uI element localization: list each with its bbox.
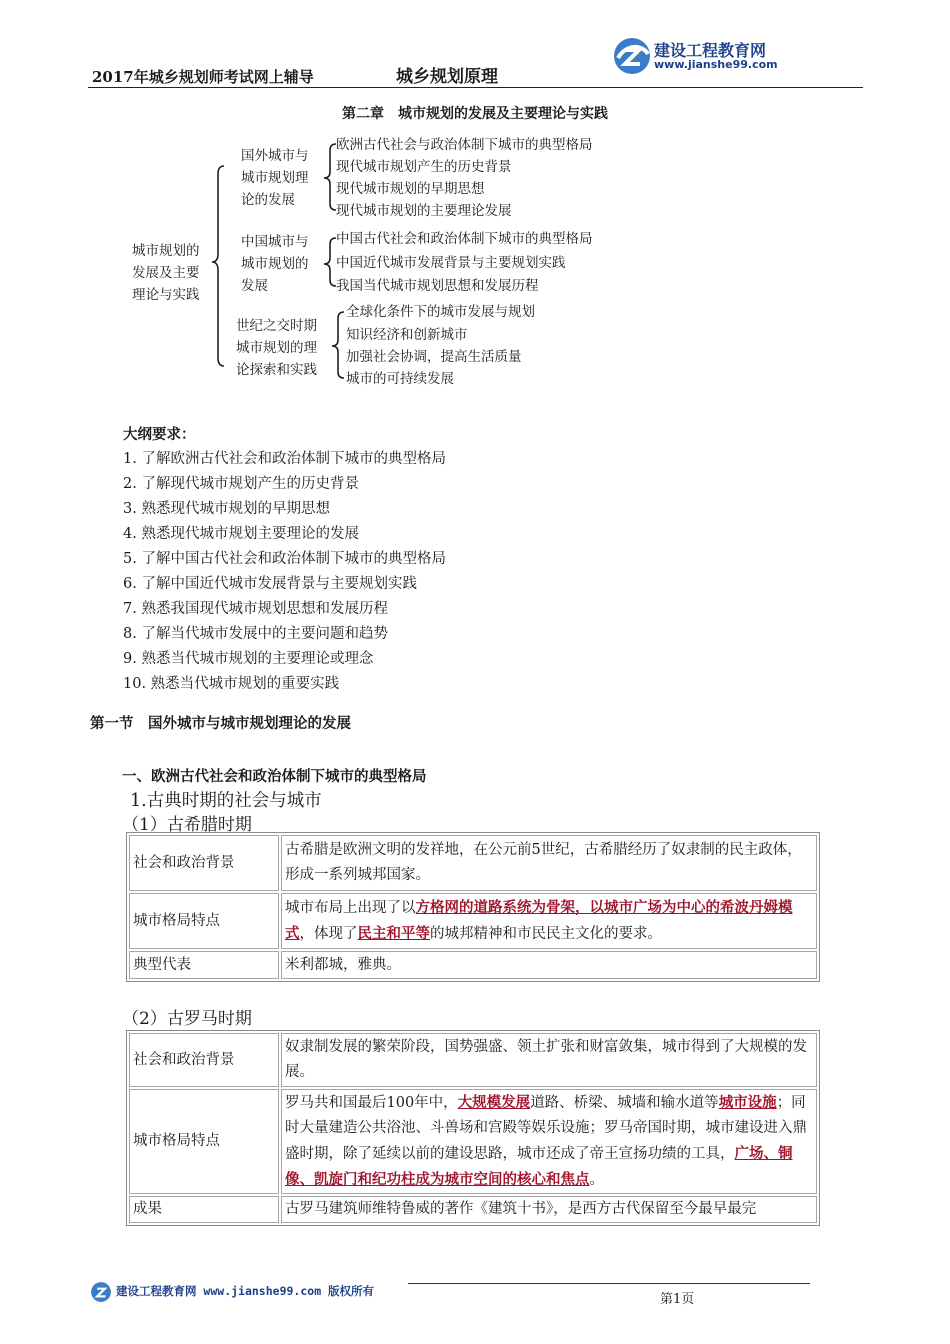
mindmap-branch-title: 发展 xyxy=(241,278,268,294)
mindmap-branch-title: 城市规划理 xyxy=(241,170,309,186)
page-number: 第1页 xyxy=(660,1292,695,1307)
outline-item: 1. 了解欧洲古代社会和政治体制下城市的典型格局 xyxy=(123,451,446,467)
mindmap-branch-title: 论的发展 xyxy=(241,192,295,208)
subject-title: 城乡规划原理 xyxy=(396,67,498,87)
outline-item: 3. 熟悉现代城市规划的早期思想 xyxy=(123,501,330,517)
rome-heading: （2）古罗马时期 xyxy=(122,1009,252,1029)
mindmap-item: 知识经济和创新城市 xyxy=(346,327,468,343)
outline-item: 10. 熟悉当代城市规划的重要实践 xyxy=(123,676,340,692)
table-key-cell: 典型代表 xyxy=(129,951,279,979)
table-key-cell: 社会和政治背景 xyxy=(129,1033,279,1087)
highlight-text: 大规模发展 xyxy=(457,1094,531,1111)
outline-item: 5. 了解中国古代社会和政治体制下城市的典型格局 xyxy=(123,551,446,567)
table-row xyxy=(129,893,817,949)
footer-copyright[interactable]: 建设工程教育网 www.jianshe99.com 版权所有 xyxy=(116,1284,375,1298)
table-row xyxy=(129,835,817,891)
logo-icon xyxy=(612,36,652,76)
section-title: 第一节 国外城市与城市规划理论的发展 xyxy=(90,715,351,732)
outline-item: 7. 熟悉我国现代城市规划思想和发展历程 xyxy=(123,601,388,617)
mindmap-branch-title: 国外城市与 xyxy=(241,148,309,164)
text-run: ，体现了 xyxy=(299,926,358,942)
mindmap-branch-title: 论探索和实践 xyxy=(236,362,317,378)
chapter-mindmap xyxy=(118,128,638,396)
course-title: 2017年城乡规划师考试网上辅导 xyxy=(92,68,314,86)
table-value-cell: 古希腊是欧洲文明的发祥地，在公元前5世纪，古希腊经历了奴隶制的民主政体，形成一系列城邦国家。 xyxy=(281,835,817,891)
mindmap-item: 城市的可持续发展 xyxy=(346,371,454,387)
table-value-cell: 米利都城，雅典。 xyxy=(281,951,817,979)
table-key-cell: 城市格局特点 xyxy=(129,1089,279,1194)
outline-item: 9. 熟悉当代城市规划的主要理论或理念 xyxy=(123,651,374,667)
mindmap-item: 我国当代城市规划思想和发展历程 xyxy=(336,278,539,294)
subsection-heading-2: 1.古典时期的社会与城市 xyxy=(130,791,322,811)
outline-item: 2. 了解现代城市规划产生的历史背景 xyxy=(123,476,359,492)
highlight-text: 城市设施 xyxy=(718,1094,777,1111)
table-value-cell: 奴隶制发展的繁荣阶段，国势强盛、领土扩张和财富敛集，城市得到了大规模的发展。 xyxy=(281,1033,817,1087)
footer-logo-icon xyxy=(90,1281,112,1303)
outline-title: 大纲要求： xyxy=(123,426,196,443)
mindmap-item: 现代城市规划的早期思想 xyxy=(336,181,485,197)
table-key-cell: 社会和政治背景 xyxy=(129,835,279,891)
table-value-cell xyxy=(281,893,817,949)
text-run: ；同时大量建造公共浴池、斗兽场和宫殿等娱乐设施；罗马帝国时期，城市建设进入鼎盛时期，除了延续以前的建设思路，城市还成了帝王宣扬功绩的工具， xyxy=(285,1095,807,1162)
mindmap-root-line: 理论与实践 xyxy=(132,287,200,303)
text-run: 道路、桥梁、城墙和输水道等 xyxy=(530,1095,719,1111)
subsection-heading: 一、欧洲古代社会和政治体制下城市的典型格局 xyxy=(122,768,427,785)
greece-heading: （1）古希腊时期 xyxy=(122,815,252,835)
mindmap-item: 全球化条件下的城市发展与规划 xyxy=(346,304,535,320)
mindmap-item: 中国古代社会和政治体制下城市的典型格局 xyxy=(336,231,593,247)
text-run: 的城邦精神和市民民主文化的要求。 xyxy=(430,926,662,942)
mindmap-item: 现代城市规划产生的历史背景 xyxy=(336,159,512,175)
footer-divider xyxy=(408,1283,810,1284)
mindmap-branch-title: 城市规划的理 xyxy=(236,340,317,356)
table-row xyxy=(129,1196,817,1223)
outline-item: 4. 熟悉现代城市规划主要理论的发展 xyxy=(123,526,359,542)
chapter-title: 第二章 城市规划的发展及主要理论与实践 xyxy=(342,106,608,122)
text-run: 罗马共和国最后100年中， xyxy=(285,1095,458,1111)
mindmap-item: 加强社会协调，提高生活质量 xyxy=(346,349,522,365)
outline-requirements xyxy=(123,422,446,697)
logo-url-text: www.jianshe99.com xyxy=(654,58,778,71)
mindmap-item: 中国近代城市发展背景与主要规划实践 xyxy=(336,255,566,271)
table-value-cell xyxy=(281,1089,817,1194)
text-run: 。 xyxy=(589,1172,604,1188)
mindmap-branch-title: 中国城市与 xyxy=(241,234,309,250)
mindmap-branch-title: 城市规划的 xyxy=(241,256,309,272)
highlight-text: 广场、铜像、凯旋门和纪功柱成为城市空间的核心和焦点 xyxy=(285,1145,793,1188)
outline-item: 6. 了解中国近代城市发展背景与主要规划实践 xyxy=(123,576,417,592)
highlight-text: 民主和平等 xyxy=(357,925,430,942)
outline-item: 8. 了解当代城市发展中的主要问题和趋势 xyxy=(123,626,388,642)
mindmap-root-line: 城市规划的 xyxy=(132,243,200,259)
mindmap-item: 欧洲古代社会与政治体制下城市的典型格局 xyxy=(336,137,593,153)
page-footer xyxy=(90,1278,810,1308)
highlight-text: 方格网的道路系统为骨架，以城市广场为中心的希波丹姆模式 xyxy=(285,899,793,942)
text-run: 城市布局上出现了以 xyxy=(285,900,416,916)
table-key-cell: 成果 xyxy=(129,1196,279,1223)
table-value-cell: 古罗马建筑师维特鲁威的著作《建筑十书》，是西方古代保留至今最早最完 xyxy=(281,1196,817,1223)
table-row xyxy=(129,951,817,979)
logo-brand-text: 建设工程教育网 xyxy=(654,41,767,60)
mindmap-item: 现代城市规划的主要理论发展 xyxy=(336,203,512,219)
greece-table xyxy=(126,832,820,982)
table-row xyxy=(129,1033,817,1087)
rome-table xyxy=(126,1030,820,1226)
table-row xyxy=(129,1089,817,1194)
mindmap-root-line: 发展及主要 xyxy=(132,265,200,281)
table-key-cell: 城市格局特点 xyxy=(129,893,279,949)
mindmap-branch-title: 世纪之交时期 xyxy=(236,318,317,334)
site-logo[interactable] xyxy=(612,36,812,76)
